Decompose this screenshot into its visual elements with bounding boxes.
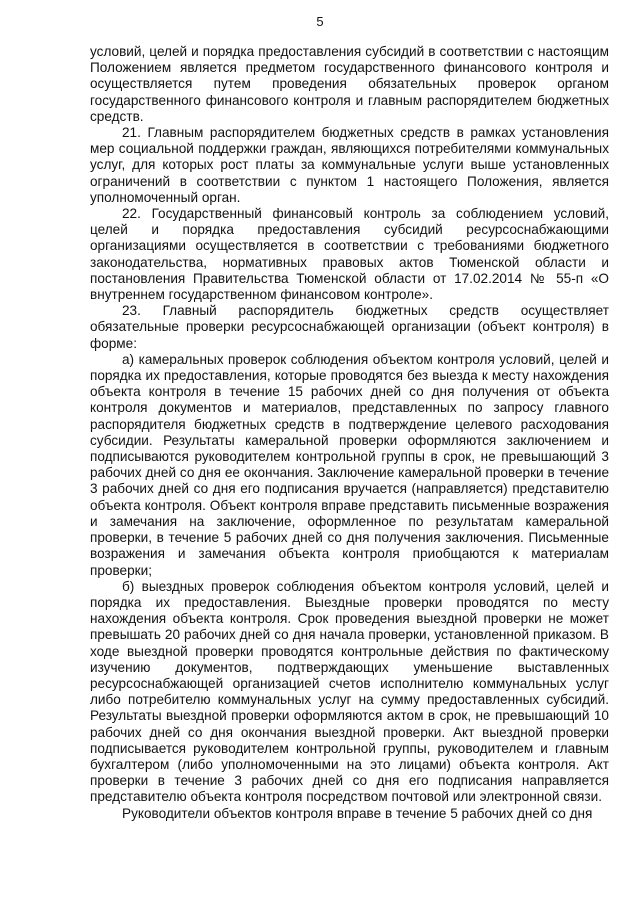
- paragraph-clause-23-a: а) камеральных проверок соблюдения объектом контроля условий, целей и порядка их предоставления, которые проводятся без выезда к месту нахождения объекта контроля в течение 15 рабочих дней со дня получения от объекта контроля документов и материалов, представленных по запросу главного распорядителя бюджетных средств в подтверждение целевого расходования субсидии. Результаты камеральной проверки оформляются заключением и подписываются руководителем контрольной группы в срок, не превышающий 3 рабочих дней со дня ее окончания. Заключение камеральной проверки в течение 3 рабочих дней со дня его подписания вручается (направляется) представителю объекта контроля. Объект контроля вправе представить письменные возражения и замечания на заключение, оформленное по результатам камеральной проверки, в течение 5 рабочих дней со дня получения заключения. Письменные возражения и замечания объекта контроля приобщаются к материалам проверки;: [90, 351, 609, 578]
- paragraph-closing: Руководители объектов контроля вправе в течение 5 рабочих дней со дня: [122, 805, 593, 821]
- page-number: 5: [316, 14, 324, 29]
- document-body: [90, 44, 609, 822]
- paragraph-clause-23-b: б) выездных проверок соблюдения объектом контроля условий, целей и порядка их предоставления. Выездные проверки проводятся по месту нахождения объекта контроля. Срок проведения выездной проверки не может превышать 20 рабочих дней со дня начала проверки, установленной приказом. В ходе выездной проверки проводятся контрольные действия по фактическому изучению документов, подтверждающих уменьшение выставленных ресурсоснабжающей организацией счетов исполнителю коммунальных услуг либо потребителю коммунальных услуг на сумму предоставленных субсидий. Результаты выездной проверки оформляются актом в срок, не превышающий 10 рабочих дней со дня окончания выездной проверки. Акт выездной проверки подписывается руководителем контрольной группы, руководителем и главным бухгалтером (либо уполномоченными на это лицами) объекта контроля. Акт проверки в течение 3 рабочих дней со дня его подписания направляется представителю объекта контроля посредством почтовой или электронной связи.: [90, 578, 609, 805]
- paragraph-clause-22: 22. Государственный финансовый контроль за соблюдением условий, целей и порядка предоставления субсидий ресурсоснабжающими организациями осуществляется в соответствии с требованиями бюджетного законодательства, нормативных правовых актов Тюменской области и постановления Правительства Тюменской области от 17.02.2014 № 55-п «О внутреннем государственном финансовом контроле».: [90, 206, 609, 303]
- paragraph-clause-23: 23. Главный распорядитель бюджетных средств осуществляет обязательные проверки ресурсоснабжающей организации (объект контроля) в форме:: [90, 303, 609, 351]
- paragraph-continuation: условий, целей и порядка предоставления субсидий в соответствии с настоящим Положением является предметом государственного финансового контроля и осуществляется путем проведения обязательных проверок органом государственного финансового контроля и главным распорядителем бюджетных средств.: [90, 44, 609, 124]
- paragraph-clause-21: 21. Главным распорядителем бюджетных средств в рамках установления мер социальной поддержки граждан, являющихся потребителями коммунальных услуг, для которых рост платы за коммунальные услуги выше установленных ограничений в соответствии с пунктом 1 настоящего Положения, является уполномоченный орган.: [90, 125, 609, 205]
